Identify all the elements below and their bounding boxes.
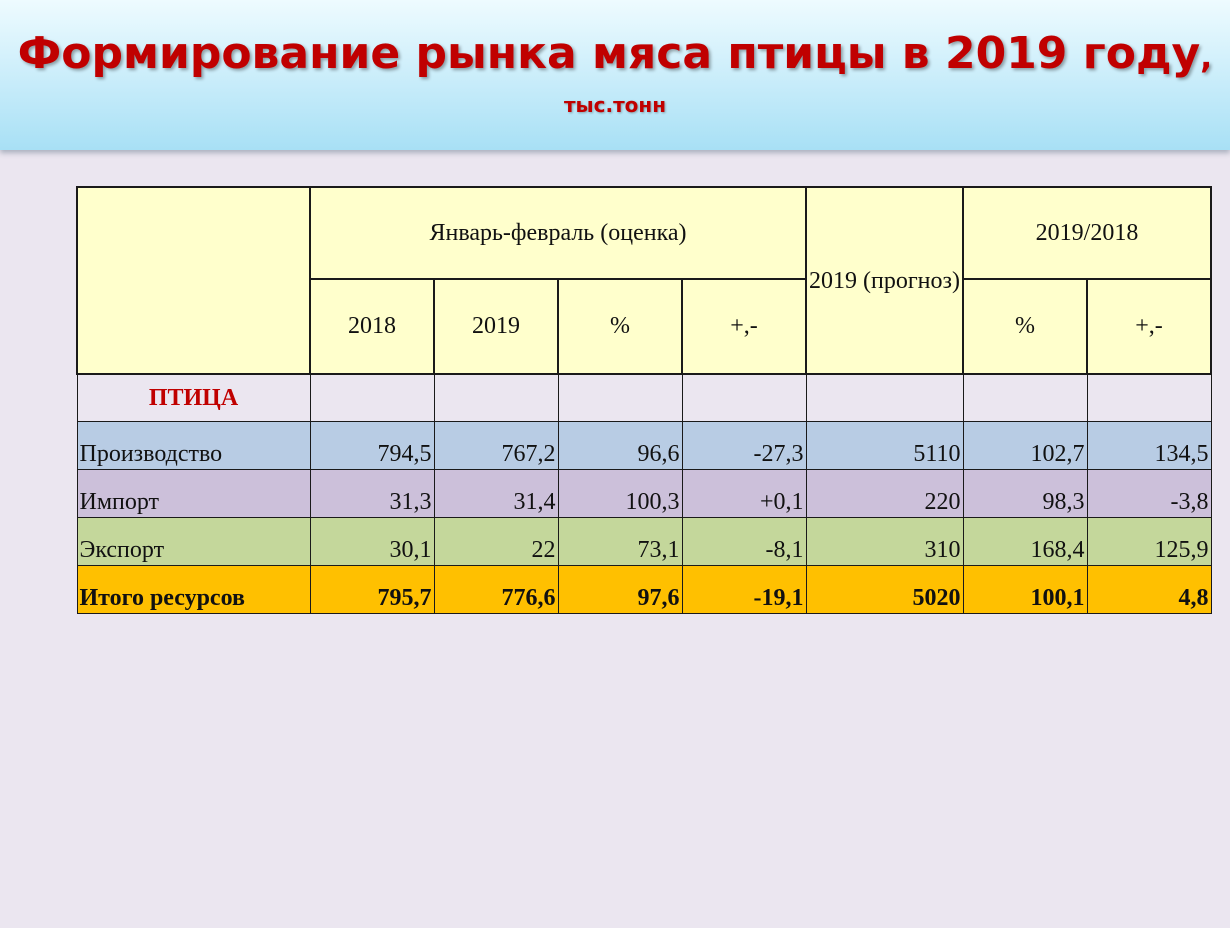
header-year-2019: 2019 — [434, 279, 558, 374]
cell-production-ratio-percent: 102,7 — [963, 422, 1087, 470]
header-year-2018: 2018 — [310, 279, 434, 374]
cell-production-forecast: 5110 — [806, 422, 963, 470]
cell-import-ratio-percent: 98,3 — [963, 470, 1087, 518]
cell-production-2019: 767,2 — [434, 422, 558, 470]
row-label-import: Импорт — [77, 470, 310, 518]
cell-import-forecast: 220 — [806, 470, 963, 518]
cell-import-2019: 31,4 — [434, 470, 558, 518]
section-row-poultry — [77, 374, 1211, 422]
empty-cell — [682, 374, 806, 422]
cell-total-2018: 795,7 — [310, 566, 434, 614]
cell-total-ratio-percent: 100,1 — [963, 566, 1087, 614]
header-delta: +,- — [682, 279, 806, 374]
cell-production-delta: -27,3 — [682, 422, 806, 470]
cell-production-ratio-delta: 134,5 — [1087, 422, 1211, 470]
cell-export-forecast: 310 — [806, 518, 963, 566]
slide-subtitle: тыс.тонн — [563, 93, 667, 117]
header-percent: % — [558, 279, 682, 374]
table-row-production — [77, 422, 1211, 470]
cell-production-2018: 794,5 — [310, 422, 434, 470]
cell-import-percent: 100,3 — [558, 470, 682, 518]
cell-export-percent: 73,1 — [558, 518, 682, 566]
cell-export-2018: 30,1 — [310, 518, 434, 566]
row-label-export: Экспорт — [77, 518, 310, 566]
cell-production-percent: 96,6 — [558, 422, 682, 470]
empty-cell — [310, 374, 434, 422]
cell-export-2019: 22 — [434, 518, 558, 566]
cell-export-ratio-percent: 168,4 — [963, 518, 1087, 566]
row-label-production: Производство — [77, 422, 310, 470]
slide-header — [0, 0, 1230, 150]
table-row-import — [77, 470, 1211, 518]
header-ratio-delta: +,- — [1087, 279, 1211, 374]
row-label-total: Итого ресурсов — [77, 566, 310, 614]
cell-total-delta: -19,1 — [682, 566, 806, 614]
cell-total-2019: 776,6 — [434, 566, 558, 614]
empty-cell — [1087, 374, 1211, 422]
poultry-market-table — [76, 186, 1212, 614]
slide-title — [0, 24, 1230, 87]
header-ratio-2019-2018: 2019/2018 — [963, 187, 1211, 279]
cell-total-forecast: 5020 — [806, 566, 963, 614]
cell-total-percent: 97,6 — [558, 566, 682, 614]
cell-total-ratio-delta: 4,8 — [1087, 566, 1211, 614]
empty-cell — [963, 374, 1087, 422]
cell-import-delta: +0,1 — [682, 470, 806, 518]
cell-export-delta: -8,1 — [682, 518, 806, 566]
header-jan-feb: Январь-февраль (оценка) — [310, 187, 806, 279]
empty-cell — [806, 374, 963, 422]
empty-cell — [558, 374, 682, 422]
header-forecast-2019: 2019 (прогноз) — [806, 187, 963, 374]
slide-title-text: Формирование рынка мяса птицы в 2019 году — [17, 28, 1201, 79]
cell-import-ratio-delta: -3,8 — [1087, 470, 1211, 518]
cell-import-2018: 31,3 — [310, 470, 434, 518]
empty-cell — [434, 374, 558, 422]
cell-export-ratio-delta: 125,9 — [1087, 518, 1211, 566]
header-ratio-percent: % — [963, 279, 1087, 374]
table-row-export — [77, 518, 1211, 566]
table-row-total — [77, 566, 1211, 614]
header-corner-cell — [77, 187, 310, 374]
section-label-poultry: ПТИЦА — [77, 374, 310, 422]
slide-title-comma: , — [1200, 38, 1213, 76]
